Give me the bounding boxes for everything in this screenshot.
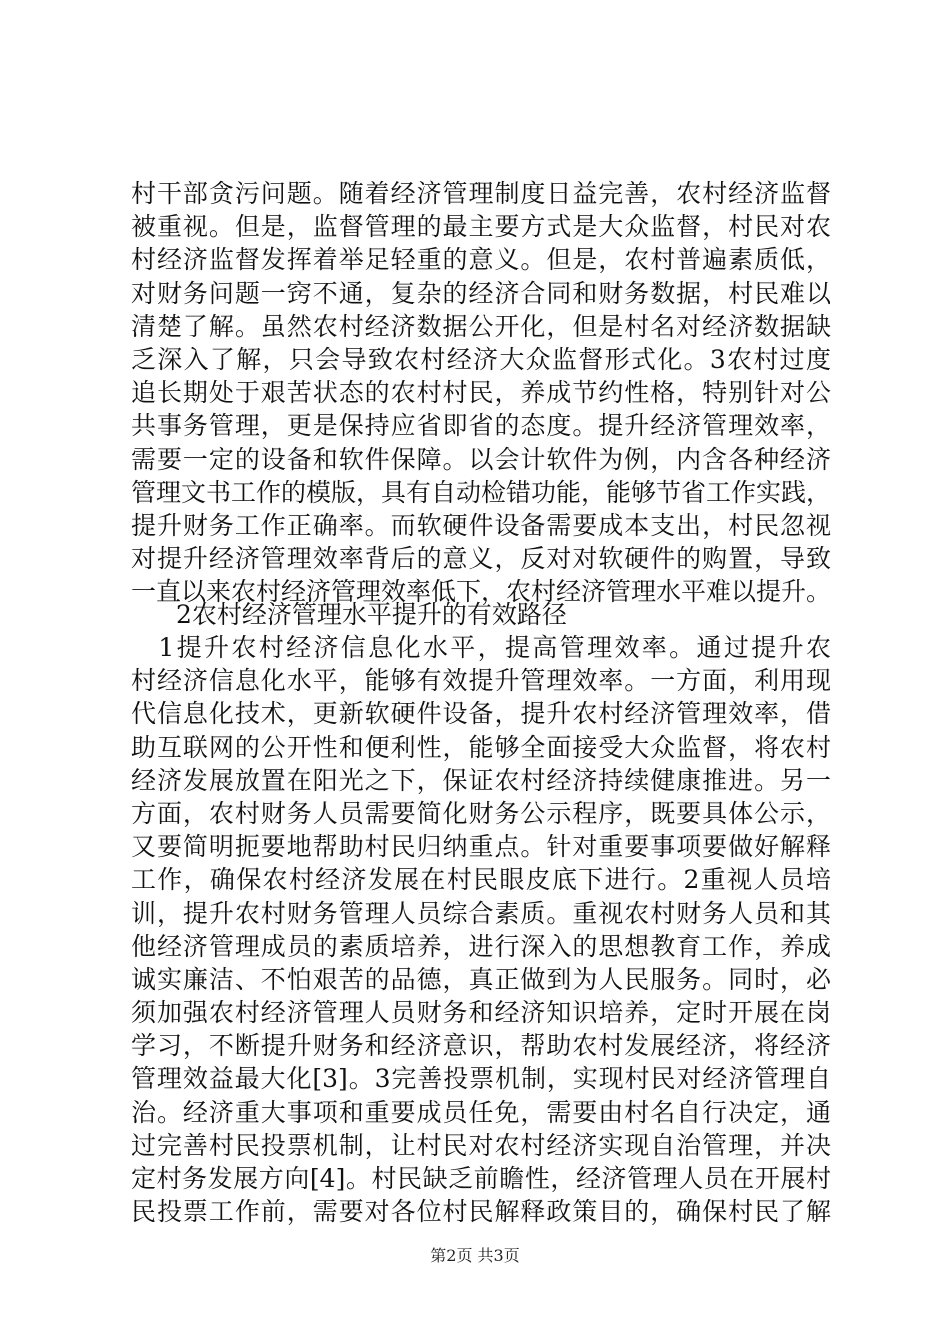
text-line: 共事务管理，更是保持应省即省的态度。提升经济管理效率， [131,411,831,441]
text-line: 民投票工作前，需要对各位村民解释政策目的，确保村民了解 [131,1197,831,1227]
text-line: 管理文书工作的模版，具有自动检错功能，能够节省工作实践， [131,477,832,507]
body-paragraph-2 [131,631,831,1228]
text-line: 1提升农村经济信息化水平，提高管理效率。通过提升农 [131,633,831,662]
text-line: 需要一定的设备和软件保障。以会计软件为例，内含各种经济 [131,444,831,474]
text-line: 须加强农村经济管理人员财务和经济知识培养，定时开展在岗 [131,998,831,1028]
text-line: 乏深入了解，只会导致农村经济大众监督形式化。3农村过度 [131,344,831,374]
text-line: 提升财务工作正确率。而软硬件设备需要成本支出，村民忽视 [131,510,831,540]
text-line: 管理效益最大化[3]。3完善投票机制，实现村民对经济管理自 [131,1064,831,1094]
text-line: 一直以来农村经济管理效率低下，农村经济管理水平难以提升。 [131,577,832,607]
section-heading [131,598,831,631]
text-line: 助互联网的公开性和便利性，能够全面接受大众监督，将农村 [131,732,831,762]
text-line: 诚实廉洁、不怕艰苦的品德，真正做到为人民服务。同时，必 [131,964,831,994]
text-line: 代信息化技术，更新软硬件设备，提升农村经济管理效率，借 [131,699,831,729]
text-line: 对提升经济管理效率背后的意义，反对对软硬件的购置，导致 [131,544,831,574]
body-paragraph-1 [131,177,831,608]
text-line: 方面，农村财务人员需要简化财务公示程序，既要具体公示， [131,798,831,828]
text-line: 追长期处于艰苦状态的农村村民，养成节约性格，特别针对公 [131,378,831,408]
text-line: 学习，不断提升财务和经济意识，帮助农村发展经济，将经济 [131,1031,831,1061]
page-number-footer: 第2页 共3页 [430,1246,520,1265]
text-line: 清楚了解。虽然农村经济数据公开化，但是村名对经济数据缺 [131,311,831,341]
text-line: 村干部贪污问题。随着经济管理制度日益完善，农村经济监督 [131,179,831,208]
text-line: 治。经济重大事项和重要成员任免，需要由村名自行决定，通 [131,1097,831,1127]
text-line: 被重视。但是，监督管理的最主要方式是大众监督，村民对农 [131,212,831,242]
section-heading-text: 2农村经济管理水平提升的有效路径 [176,600,567,629]
text-line: 经济发展放置在阳光之下，保证农村经济持续健康推进。另一 [131,765,831,795]
text-line: 村经济监督发挥着举足轻重的意义。但是，农村普遍素质低， [131,245,831,275]
text-line: 工作，确保农村经济发展在村民眼皮底下进行。2重视人员培 [131,865,831,895]
text-line: 对财务问题一窍不通，复杂的经济合同和财务数据，村民难以 [131,278,831,308]
text-line: 训，提升农村财务管理人员综合素质。重视农村财务人员和其 [131,898,831,928]
text-line: 他经济管理成员的素质培养，进行深入的思想教育工作，养成 [131,931,831,961]
text-line: 定村务发展方向[4]。村民缺乏前瞻性，经济管理人员在开展村 [131,1164,831,1193]
text-line: 又要简明扼要地帮助村民归纳重点。针对重要事项要做好解释 [131,832,831,862]
text-line: 过完善村民投票机制，让村民对农村经济实现自治管理，并决 [131,1130,831,1160]
text-line: 村经济信息化水平，能够有效提升管理效率。一方面，利用现 [131,666,831,696]
